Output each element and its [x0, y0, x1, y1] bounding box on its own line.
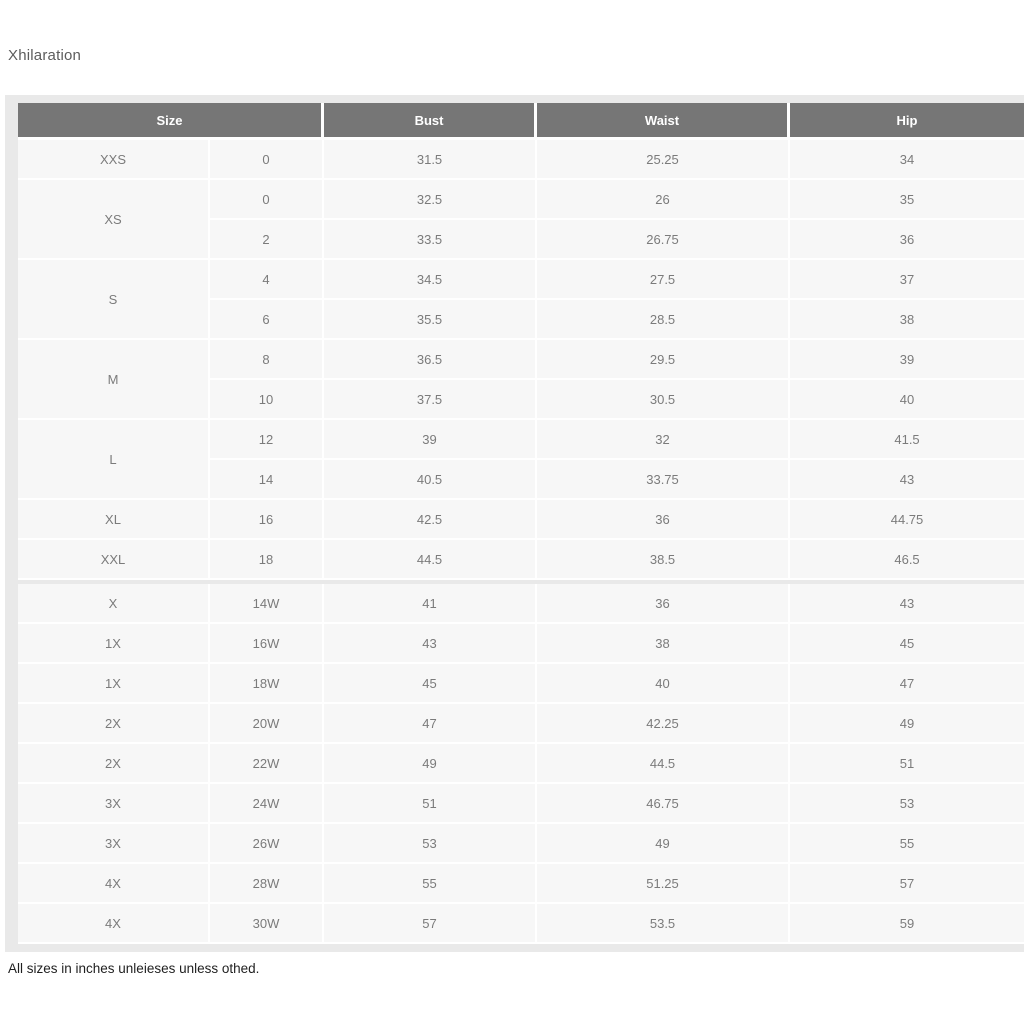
cell-hip: 49 — [790, 704, 1024, 744]
cell-size-number: 12 — [210, 420, 324, 460]
cell-hip: 36 — [790, 220, 1024, 260]
table-row — [18, 340, 1024, 380]
cell-waist: 25.25 — [537, 140, 790, 180]
cell-hip: 38 — [790, 300, 1024, 340]
cell-bust: 40.5 — [324, 460, 537, 500]
cell-waist: 30.5 — [537, 380, 790, 420]
cell-bust: 31.5 — [324, 140, 537, 180]
cell-bust: 45 — [324, 664, 537, 704]
cell-size-number: 6 — [210, 300, 324, 340]
cell-waist: 28.5 — [537, 300, 790, 340]
cell-size-letter: 1X — [18, 664, 210, 704]
cell-size-number: 0 — [210, 140, 324, 180]
table-row — [18, 664, 1024, 704]
cell-size-letter: XS — [18, 180, 210, 260]
cell-size-number: 2 — [210, 220, 324, 260]
cell-waist: 32 — [537, 420, 790, 460]
cell-size-letter: XL — [18, 500, 210, 540]
cell-size-number: 14 — [210, 460, 324, 500]
header-cell-size: Size — [18, 103, 324, 140]
cell-size-number: 16W — [210, 624, 324, 664]
cell-waist: 38 — [537, 624, 790, 664]
cell-size-number: 16 — [210, 500, 324, 540]
table-body — [18, 140, 1024, 944]
cell-size-letter: S — [18, 260, 210, 340]
cell-hip: 39 — [790, 340, 1024, 380]
cell-size-number: 18W — [210, 664, 324, 704]
header-cell-waist: Waist — [537, 103, 790, 140]
size-chart-table — [18, 103, 1024, 944]
cell-size-number: 18 — [210, 540, 324, 580]
cell-waist: 26.75 — [537, 220, 790, 260]
cell-bust: 53 — [324, 824, 537, 864]
cell-size-letter: 1X — [18, 624, 210, 664]
cell-hip: 59 — [790, 904, 1024, 944]
cell-hip: 43 — [790, 584, 1024, 624]
cell-size-letter: XXL — [18, 540, 210, 580]
cell-hip: 43 — [790, 460, 1024, 500]
cell-waist: 42.25 — [537, 704, 790, 744]
cell-hip: 46.5 — [790, 540, 1024, 580]
cell-size-letter: 3X — [18, 824, 210, 864]
cell-waist: 49 — [537, 824, 790, 864]
table-row — [18, 180, 1024, 220]
table-row — [18, 584, 1024, 624]
cell-size-letter: 3X — [18, 784, 210, 824]
cell-size-number: 22W — [210, 744, 324, 784]
cell-size-letter: M — [18, 340, 210, 420]
cell-waist: 53.5 — [537, 904, 790, 944]
cell-bust: 33.5 — [324, 220, 537, 260]
cell-bust: 37.5 — [324, 380, 537, 420]
cell-waist: 26 — [537, 180, 790, 220]
cell-waist: 51.25 — [537, 864, 790, 904]
cell-size-number: 10 — [210, 380, 324, 420]
cell-hip: 53 — [790, 784, 1024, 824]
table-row — [18, 540, 1024, 580]
cell-size-number: 26W — [210, 824, 324, 864]
table-row — [18, 904, 1024, 944]
cell-hip: 47 — [790, 664, 1024, 704]
cell-size-number: 20W — [210, 704, 324, 744]
cell-size-letter: XXS — [18, 140, 210, 180]
cell-bust: 41 — [324, 584, 537, 624]
cell-size-letter: 4X — [18, 904, 210, 944]
cell-size-number: 30W — [210, 904, 324, 944]
table-row — [18, 260, 1024, 300]
table-row — [18, 864, 1024, 904]
cell-size-number: 14W — [210, 584, 324, 624]
table-row — [18, 420, 1024, 460]
cell-size-letter: 2X — [18, 704, 210, 744]
cell-size-letter: 2X — [18, 744, 210, 784]
header-cell-hip: Hip — [790, 103, 1024, 140]
cell-bust: 43 — [324, 624, 537, 664]
table-row — [18, 784, 1024, 824]
cell-hip: 57 — [790, 864, 1024, 904]
footnote: All sizes in inches unleieses unless othed. — [8, 961, 260, 976]
cell-bust: 42.5 — [324, 500, 537, 540]
cell-waist: 38.5 — [537, 540, 790, 580]
cell-bust: 35.5 — [324, 300, 537, 340]
cell-waist: 36 — [537, 500, 790, 540]
cell-size-number: 4 — [210, 260, 324, 300]
cell-bust: 49 — [324, 744, 537, 784]
cell-size-number: 24W — [210, 784, 324, 824]
table-row — [18, 140, 1024, 180]
table-row — [18, 500, 1024, 540]
cell-hip: 35 — [790, 180, 1024, 220]
cell-bust: 55 — [324, 864, 537, 904]
cell-waist: 36 — [537, 584, 790, 624]
brand-title: Xhilaration — [8, 47, 82, 64]
cell-bust: 36.5 — [324, 340, 537, 380]
cell-bust: 39 — [324, 420, 537, 460]
cell-bust: 44.5 — [324, 540, 537, 580]
cell-waist: 46.75 — [537, 784, 790, 824]
cell-size-number: 8 — [210, 340, 324, 380]
cell-bust: 47 — [324, 704, 537, 744]
cell-hip: 41.5 — [790, 420, 1024, 460]
cell-waist: 40 — [537, 664, 790, 704]
cell-hip: 34 — [790, 140, 1024, 180]
cell-waist: 33.75 — [537, 460, 790, 500]
cell-hip: 37 — [790, 260, 1024, 300]
cell-waist: 27.5 — [537, 260, 790, 300]
cell-hip: 40 — [790, 380, 1024, 420]
cell-size-letter: 4X — [18, 864, 210, 904]
cell-hip: 51 — [790, 744, 1024, 784]
cell-size-letter: X — [18, 584, 210, 624]
cell-bust: 34.5 — [324, 260, 537, 300]
cell-bust: 57 — [324, 904, 537, 944]
cell-bust: 32.5 — [324, 180, 537, 220]
cell-waist: 29.5 — [537, 340, 790, 380]
table-header — [18, 103, 1024, 140]
cell-size-letter: L — [18, 420, 210, 500]
table-row — [18, 744, 1024, 784]
cell-hip: 45 — [790, 624, 1024, 664]
size-chart-container — [5, 95, 1024, 952]
cell-waist: 44.5 — [537, 744, 790, 784]
cell-bust: 51 — [324, 784, 537, 824]
header-cell-bust: Bust — [324, 103, 537, 140]
cell-hip: 55 — [790, 824, 1024, 864]
table-row — [18, 704, 1024, 744]
cell-size-number: 28W — [210, 864, 324, 904]
cell-hip: 44.75 — [790, 500, 1024, 540]
cell-size-number: 0 — [210, 180, 324, 220]
header-row — [18, 103, 1024, 140]
table-row — [18, 624, 1024, 664]
table-row — [18, 824, 1024, 864]
